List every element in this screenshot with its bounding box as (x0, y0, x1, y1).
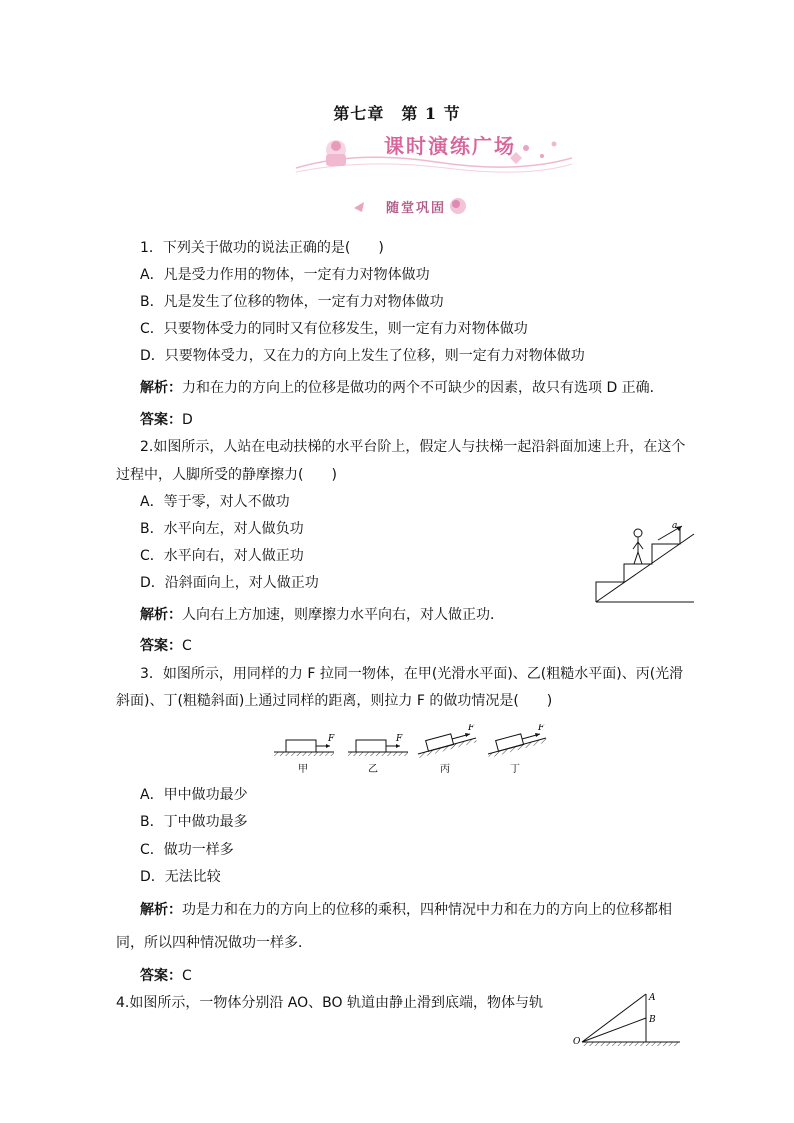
label-yi: 乙 (368, 764, 378, 775)
q2-option-d: D．沿斜面向上，对人做正功 (140, 575, 319, 591)
analysis-text: 功是力和在力的方向上的位移的乘积，四种情况中力和在力的方向上的位移都相 (182, 902, 672, 918)
answer-label: 答案： (140, 412, 182, 428)
section-title: 随堂巩固 (386, 201, 447, 216)
label-jia: 甲 (298, 764, 308, 775)
point-a-label: A (649, 993, 656, 1003)
four-surfaces-figure (272, 724, 558, 776)
escalator-figure (594, 520, 696, 604)
answer-value: C (182, 968, 192, 984)
force-label: F (468, 724, 475, 733)
force-label: F (328, 734, 335, 744)
q3-stem-line1: 3．如图所示，用同样的力 F 拉同一物体，在甲(光滑水平面)、乙(粗糙水平面)、丙(光滑 (140, 666, 684, 682)
q1-stem: 1．下列关于做功的说法正确的是( ) (140, 240, 384, 256)
answer-value: C (182, 638, 192, 654)
force-label: F (396, 734, 403, 744)
point-o-label: O (573, 1037, 581, 1047)
analysis-label: 解析： (140, 380, 182, 396)
label-ding: 丁 (510, 764, 520, 775)
q1-option-d: D．只要物体受力，又在力的方向上发生了位移，则一定有力对物体做功 (140, 348, 585, 364)
q1-answer (140, 410, 193, 430)
q2-stem-line2: 过程中，人脚所受的静摩擦力( ) (116, 467, 337, 483)
analysis-text: 力和在力的方向上的位移是做功的两个不可缺少的因素，故只有选项 D 正确． (182, 380, 664, 396)
q2-option-c: C．水平向右，对人做正功 (140, 548, 304, 564)
chapter-title: 第七章 第 1 节 (333, 104, 461, 123)
answer-label: 答案： (140, 968, 182, 984)
q3-analysis-line1 (140, 900, 672, 920)
analysis-label: 解析： (140, 902, 182, 918)
analysis-label: 解析： (140, 607, 182, 623)
q1-option-a: A．凡是受力作用的物体，一定有力对物体做功 (140, 267, 430, 283)
q2-option-b: B．水平向左，对人做负功 (140, 521, 304, 537)
q4-stem: 4.如图所示，一物体分别沿 AO、BO 轨道由静止滑到底端，物体与轨 (116, 995, 543, 1011)
q2-analysis (140, 605, 504, 625)
q1-option-b: B．凡是发生了位移的物体，一定有力对物体做功 (140, 294, 444, 310)
label-bing: 丙 (440, 764, 450, 775)
q3-option-a: A．甲中做功最少 (140, 787, 248, 803)
q3-analysis-line2: 同，所以四种情况做功一样多． (116, 935, 312, 951)
q3-option-d: D．无法比较 (140, 869, 221, 885)
q2-stem-line1: 2.如图所示，人站在电动扶梯的水平台阶上，假定人与扶梯一起沿斜面加速上升，在这个 (140, 439, 686, 455)
force-label: F (538, 724, 545, 733)
answer-label: 答案： (140, 638, 182, 654)
q3-stem-line2: 斜面)、丁(粗糙斜面)上通过同样的距离，则拉力 F 的做功情况是( ) (116, 693, 553, 709)
q3-option-c: C．做功一样多 (140, 842, 234, 858)
q3-answer (140, 966, 192, 986)
analysis-text: 人向右上方加速，则摩擦力水平向右，对人做正功． (182, 607, 504, 623)
q2-answer (140, 636, 192, 656)
q1-analysis (140, 378, 664, 398)
q1-option-c: C．只要物体受力的同时又有位移发生，则一定有力对物体做功 (140, 321, 528, 337)
q2-option-a: A．等于零，对人不做功 (140, 494, 290, 510)
q3-option-b: B．丁中做功最多 (140, 814, 248, 830)
incline-figure (570, 986, 684, 1048)
point-b-label: B (649, 1015, 656, 1025)
answer-value: D (182, 412, 193, 428)
accel-label: a (672, 521, 678, 531)
banner-title: 课时演练广场 (384, 134, 516, 158)
